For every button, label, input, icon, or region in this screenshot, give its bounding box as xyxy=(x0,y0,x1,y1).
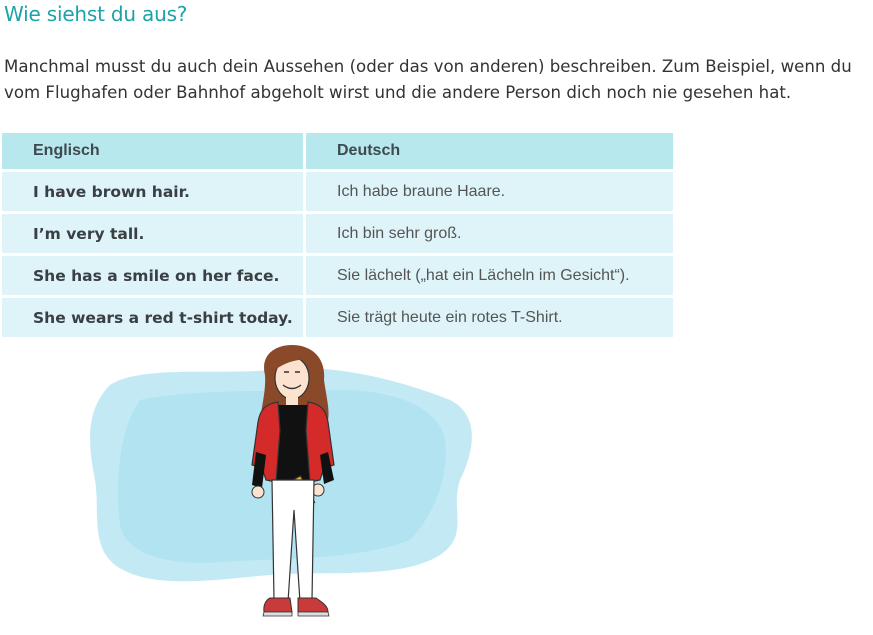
column-header-english: Englisch xyxy=(2,133,303,169)
right-shoe xyxy=(298,598,328,612)
english-phrase: I have brown hair. xyxy=(2,172,303,211)
page-title: Wie siehst du aus? xyxy=(4,2,188,26)
column-header-german: Deutsch xyxy=(306,133,673,169)
table-row xyxy=(2,298,673,337)
intro-paragraph: Manchmal musst du auch dein Aussehen (oder das von anderen) beschreiben. Zum Beispiel, wenn du vom Flughafen oder Bahnhof abgeholt wirst und die andere Person dich noch nie gesehen hat. xyxy=(4,57,852,102)
german-phrase: Sie lächelt („hat ein Lächeln im Gesicht“). xyxy=(306,256,673,295)
vocabulary-table xyxy=(0,130,676,340)
table-row xyxy=(2,172,673,211)
german-phrase: Ich bin sehr groß. xyxy=(306,214,673,253)
english-phrase: I’m very tall. xyxy=(2,214,303,253)
german-phrase: Sie trägt heute ein rotes T-Shirt. xyxy=(306,298,673,337)
english-phrase: She wears a red t-shirt today. xyxy=(2,298,303,337)
woman-illustration-icon xyxy=(80,340,500,630)
german-phrase: Ich habe braune Haare. xyxy=(306,172,673,211)
woman-illustration xyxy=(80,340,500,635)
english-phrase: She has a smile on her face. xyxy=(2,256,303,295)
table-row xyxy=(2,214,673,253)
left-shoe xyxy=(264,598,292,612)
table-row xyxy=(2,256,673,295)
table-header-row xyxy=(2,133,673,169)
